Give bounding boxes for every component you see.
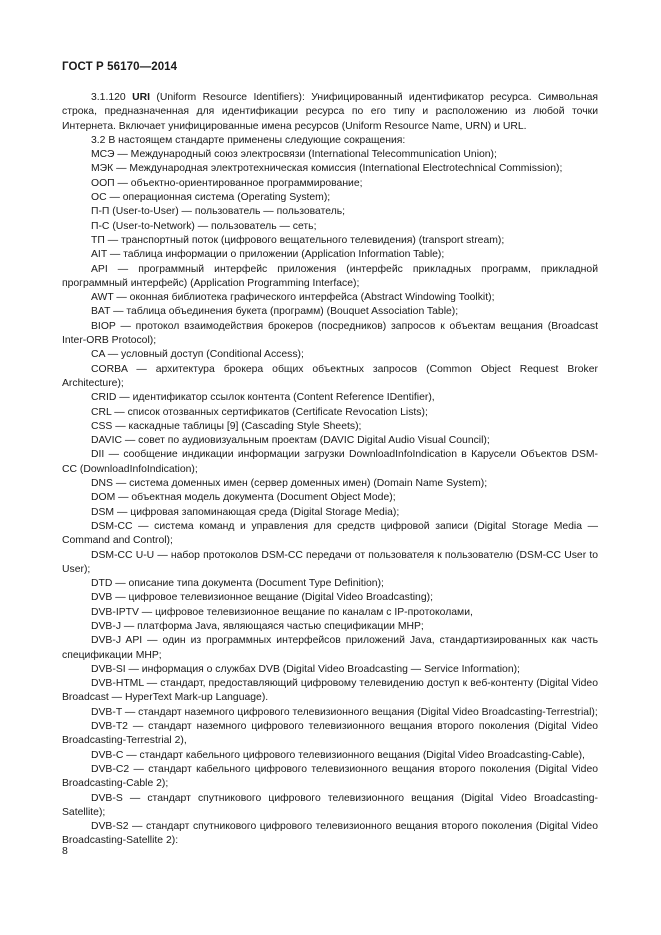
abbreviation-item: DVB-SI — информация о службах DVB (Digital Video Broadcasting — Service Information); — [91, 663, 520, 675]
abbreviation-item: AIT — таблица информации о приложении (Application Information Table); — [91, 249, 445, 261]
abbreviation-item: DNS — система доменных имен (сервер доменных имен) (Domain Name System); — [91, 478, 488, 490]
page-number: 8 — [62, 845, 68, 857]
definition-term: URI — [132, 92, 150, 103]
abbreviation-item: DVB-IPTV — цифровое телевизионное вещание по каналам с IP-протоколами, — [91, 606, 473, 618]
document-header: ГОСТ Р 56170—2014 — [62, 61, 178, 73]
abbreviation-item: DVB-S2 — стандарт спутникового цифрового телевизионного вещания второго поколения (Digital Video Broadcasting-Satellite 2): — [62, 821, 598, 847]
abbreviation-item: DVB-C2 — стандарт кабельного цифрового телевизионного вещания второго поколения (Digital Video Broadcasting-Cable 2); — [62, 763, 598, 790]
abbreviation-item: ОС — операционная система (Operating System); — [91, 192, 331, 204]
abbreviation-item: BAT — таблица объединения букета (программ) (Bouquet Association Table); — [91, 306, 459, 318]
abbreviation-item: МЭК — Международная электротехническая комиссия (International Electrotechnical Commission); — [91, 163, 563, 175]
abbreviation-item: DII — сообщение индикации информации загрузки DownloadInfoIndication в Карусели Объектов DSM-CC (DownloadInfoIndication); — [62, 449, 598, 475]
abbreviation-list — [62, 148, 598, 849]
abbreviation-item: CRL — список отозванных сертификатов (Certificate Revocation Lists); — [91, 406, 428, 418]
abbreviation-item: DVB-J — платформа Java, являющаяся частью спецификации MHP; — [91, 620, 424, 632]
abbreviation-item: BIOP — протокол взаимодействия брокеров (посредников) запросов к объектам вещания (Broadcast Inter-ORB Protocol); — [62, 320, 598, 347]
abbreviation-item: CRID — идентификатор ссылок контента (Content Reference IDentifier), — [91, 392, 435, 404]
abbreviation-item: CSS — каскадные таблицы [9] (Cascading Style Sheets); — [91, 420, 362, 432]
abbreviation-item: DVB-T2 — стандарт наземного цифрового телевизионного вещания второго поколения (Digital Video Broadcasting-Terrestrial 2), — [62, 721, 598, 747]
abbreviation-item: ООП — объектно-ориентированное программирование; — [91, 177, 363, 189]
abbreviation-item: МСЭ — Международный союз электросвязи (International Telecommunication Union); — [91, 149, 497, 161]
abbreviation-item: DVB-J API — один из программных интерфейсов приложений Java, стандартизированных как часть спецификации MHP; — [62, 635, 598, 661]
abbreviation-item: API — программный интерфейс приложения (интерфейс прикладных программ, прикладной программный интерфейс) (Application Programming Interface); — [62, 263, 598, 289]
abbreviation-item: DVB-T — стандарт наземного цифрового телевизионного вещания (Digital Video Broadcasting-Terrestrial); — [91, 706, 598, 718]
abbreviation-item: CA — условный доступ (Conditional Access); — [91, 349, 304, 361]
document-body — [62, 91, 598, 849]
section-heading: 3.2 В настоящем стандарте применены следующие сокращения: — [91, 134, 406, 146]
abbreviation-item: DVB-C — стандарт кабельного цифрового телевизионного вещания (Digital Video Broadcasting-Cable), — [91, 749, 585, 761]
abbreviation-item: DSM-CC — система команд и управления для средств цифровой записи (Digital Storage Media — Command and Control); — [62, 520, 598, 547]
abbreviation-item: DVB-HTML — стандарт, предоставляющий цифровому телевидению доступ к веб-контенту (Digital Video Broadcast — HyperText Mark-up Language). — [62, 678, 598, 704]
abbreviation-item: DAVIC — совет по аудиовизуальным проектам (DAVIC Digital Audio Visual Council); — [91, 435, 490, 447]
abbreviation-item: DOM — объектная модель документа (Document Object Mode); — [91, 492, 396, 504]
abbreviation-item: CORBA — архитектура брокера общих объектных запросов (Common Object Request Broker Architecture); — [62, 363, 598, 389]
abbreviation-item: DTD — описание типа документа (Document Type Definition); — [91, 578, 384, 590]
abbreviation-item: DSM — цифровая запоминающая среда (Digital Storage Media); — [91, 506, 400, 518]
abbreviation-item: П-П (User-to-User) — пользователь — пользователь; — [91, 206, 346, 218]
abbreviation-item: DVB-S — стандарт спутникового цифрового телевизионного вещания (Digital Video Broadcasting-Satellite); — [62, 792, 598, 818]
definition-paragraph — [62, 91, 598, 134]
abbreviation-item: DSM-CC U-U — набор протоколов DSM-CC передачи от пользователя к пользователю (DSM-CC User to User); — [62, 549, 598, 575]
abbreviation-item: П-С (User-to-Network) — пользователь — сеть; — [91, 220, 317, 232]
definition-text: (Uniform Resource Identifiers): Унифицированный идентификатор ресурса. Символьная строка, предназначенная для идентификации ресурса по его типу и расположению из любой точки Интернета. Включает унифицированные имена ресурсов (Uniform Resource Name, URN) и URL. — [62, 92, 598, 132]
abbreviation-item: DVB — цифровое телевизионное вещание (Digital Video Broadcasting); — [91, 592, 433, 604]
abbreviation-item: ТП — транспортный поток (цифрового вещательного телевидения) (transport stream); — [91, 234, 505, 246]
abbreviation-item: AWT — оконная библиотека графического интерфейса (Abstract Windowing Toolkit); — [91, 292, 495, 304]
definition-number: 3.1.120 — [91, 92, 133, 103]
